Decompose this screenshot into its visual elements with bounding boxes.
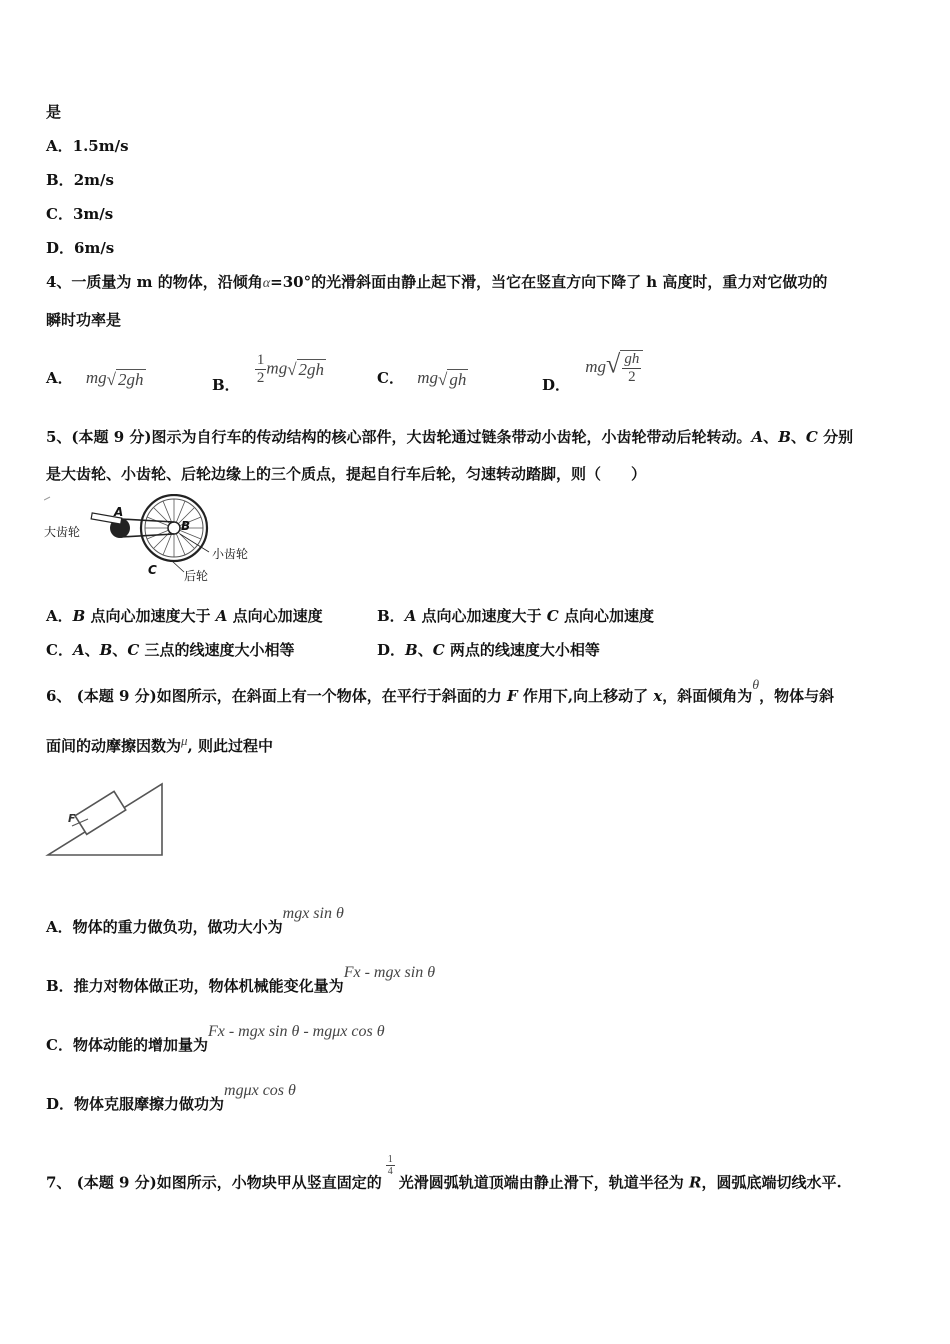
bicycle-drive-figure [44,494,264,586]
q3-option-c: C．3m/s [46,205,114,223]
block [75,791,126,834]
q6-stem-line2: 面间的动摩擦因数为μ, 则此过程中 [46,733,273,755]
q4-option-b: B． $\frac{1}{2}$ mg√ 2gh [212,352,325,394]
label-point-c: C [148,563,157,577]
q5-option-c: C．A、B、C 三点的线速度大小相等 [46,641,295,659]
mu-symbol: μ [181,733,188,748]
label-point-b: B [181,519,191,533]
q6-stem-line1: 6、 (本题 9 分)如图所示，在斜面上有一个物体，在平行于斜面的力 F 作用下,向上移动了 x，斜面倾角为θ，物体与斜 [46,678,835,705]
small-gear [168,522,180,534]
force-label: F [68,812,76,825]
q5-stem-line2: 是大齿轮、小齿轮、后轮边缘上的三个质点，提起自行车后轮，匀速转动踏脚，则（ ） [46,465,647,483]
q6-option-c: C．物体动能的增加量为Fx - mgx sin θ - mgμx cos θ [46,1023,385,1054]
q5-option-b: B．A 点向心加速度大于 C 点向心加速度 [377,607,654,625]
q3-option-d: D．6m/s [46,239,115,257]
q4-option-c: C． mg√ gh [377,368,467,389]
incline-figure [44,780,170,860]
q4-stem-line1: 4、一质量为 m 的物体，沿倾角α=30°的光滑斜面由静止起下滑，当它在竖直方向下降了 h 高度时，重力对它做功的 [46,273,828,291]
q7-stem: 7、 (本题 9 分)如图所示，小物块甲从竖直固定的 $\frac{1}{4}$ 光滑圆弧轨道顶端由静止滑下，轨道半径为 R，圆弧底端切线水平. [46,1154,842,1192]
label-rear-wheel: 后轮 [184,569,209,583]
q3-tail-text: 是 [46,103,62,121]
label-small-gear: 小齿轮 [212,547,249,561]
q3-option-b: B．2m/s [46,171,114,189]
q6-option-a: A．物体的重力做负功，做功大小为mgx sin θ [46,905,344,936]
q4-stem-line2: 瞬时功率是 [46,311,122,329]
q5-option-d: D．B、C 两点的线速度大小相等 [377,641,600,659]
q5-stem-line1: 5、(本题 9 分)图示为自行车的传动结构的核心部件，大齿轮通过链条带动小齿轮，小齿轮带动后轮转动。A、B、C 分别 [46,428,854,446]
q4-option-d: D． mg√ $\frac{gh}{2}$ [542,350,643,386]
q3-option-a: A．1.5m/s [46,137,129,155]
q6-option-b: B．推力对物体做正功，物体机械能变化量为Fx - mgx sin θ [46,964,436,995]
theta-symbol: θ [752,678,760,693]
label-point-a: A [114,505,124,519]
label-big-gear: 大齿轮 [44,525,81,539]
q5-option-a: A．B 点向心加速度大于 A 点向心加速度 [46,607,323,625]
q4-option-a: A． mg√ 2gh [46,368,144,389]
alpha-symbol: α [262,276,271,291]
q6-option-d: D．物体克服摩擦力做功为mgμx cos θ [46,1082,296,1113]
